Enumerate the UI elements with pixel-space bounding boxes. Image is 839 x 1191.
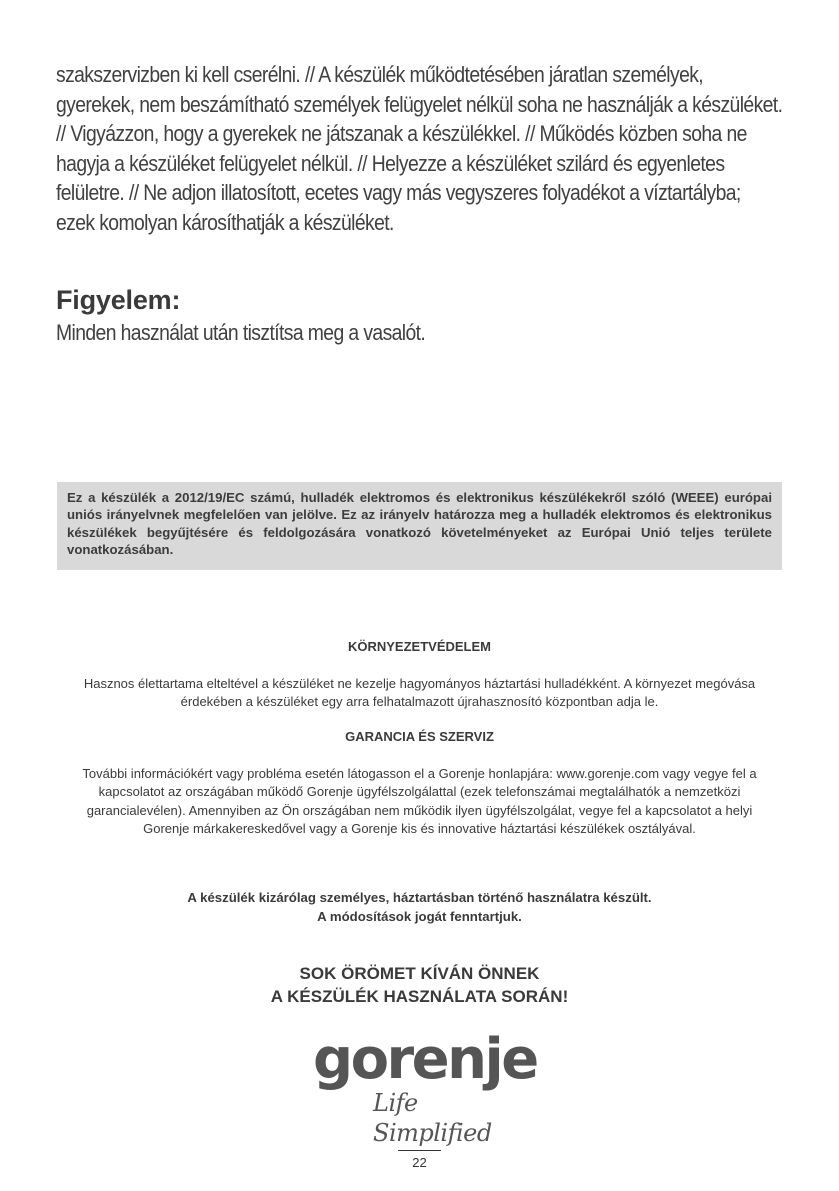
environment-title: KÖRNYEZETVÉDELEM <box>347 639 491 654</box>
closing-line-1: SOK ÖRÖMET KÍVÁN ÖNNEK <box>299 964 540 983</box>
notice-line-2: A módosítások jogát fenntartjuk. <box>317 909 522 924</box>
notice-line-1: A készülék kizárólag személyes, háztartásban történő használatra készült. <box>187 890 652 905</box>
logo-wordmark: gorenje <box>313 1027 537 1092</box>
weee-notice-text: Ez a készülék a 2012/19/EC számú, hulladék elektromos és elektronikus készülékekről szóló (WEEE) európai uniós irányelvnek megfelelően van jelölve. Ez az irányelv határozza meg a hulladék elektromos és elektronikus készülékek begyűjtésére és feldolgozására vonatkozó követelményeket az Európai Unió teljes területe vonatkozásában. <box>67 490 772 558</box>
logo-tagline: Life Simplified <box>373 1089 492 1147</box>
attention-text: Minden használat után tisztítsa meg a vasalót. <box>56 320 426 345</box>
environment-text: Hasznos élettartama elteltével a készüléket ne kezelje hagyományos háztartási hulladékként. A környezet megóvása érdekében a készüléket egy arra felhatalmazott újrahasznosító központban adja le. <box>83 676 756 710</box>
page-number-rule <box>398 1150 441 1151</box>
safety-paragraph: szakszervizben ki kell cserélni. // A készülék működtetésében járatlan személyek, gyerekek, nem beszámítható személyek felügyelet nélkül soha ne használják a készüléket. // Vigyázzon, hogy a gyerekek ne játszanak a készülékkel. // Működés közben soha ne hagyja a készüléket felügyelet nélkül. // Helyezze a készüléket szilárd és egyenletes felületre. // Ne adjon illatosított, ecetes vagy más vegyszeres folyadékot a víztartályba; ezek komolyan károsíthatják a készüléket. <box>56 62 783 235</box>
closing-line-2: A KÉSZÜLÉK HASZNÁLATA SORÁN! <box>270 987 569 1006</box>
warranty-text: További információkért vagy probléma esetén látogasson el a Gorenje honlapjára: www.gorenje.com vagy vegye fel a kapcsolatot az országában működő Gorenje ügyfélszolgálattal (ezek telefonszámai megtalálhatók a nemzetközi garancialevélen). Amennyiben az Ön országában nem működik ilyen ügyfélszolgálat, vegye fel a kapcsolatot a helyi Gorenje márkakereskedővel vagy a Gorenje kis és innovative háztartási készülékek osztályával. <box>82 766 757 837</box>
attention-heading: Figyelem: <box>56 285 181 315</box>
gorenje-logo <box>305 1027 540 1147</box>
weee-notice-box <box>57 482 782 570</box>
warranty-title: GARANCIA ÉS SZERVIZ <box>345 729 494 744</box>
page-number: 22 <box>412 1155 427 1170</box>
